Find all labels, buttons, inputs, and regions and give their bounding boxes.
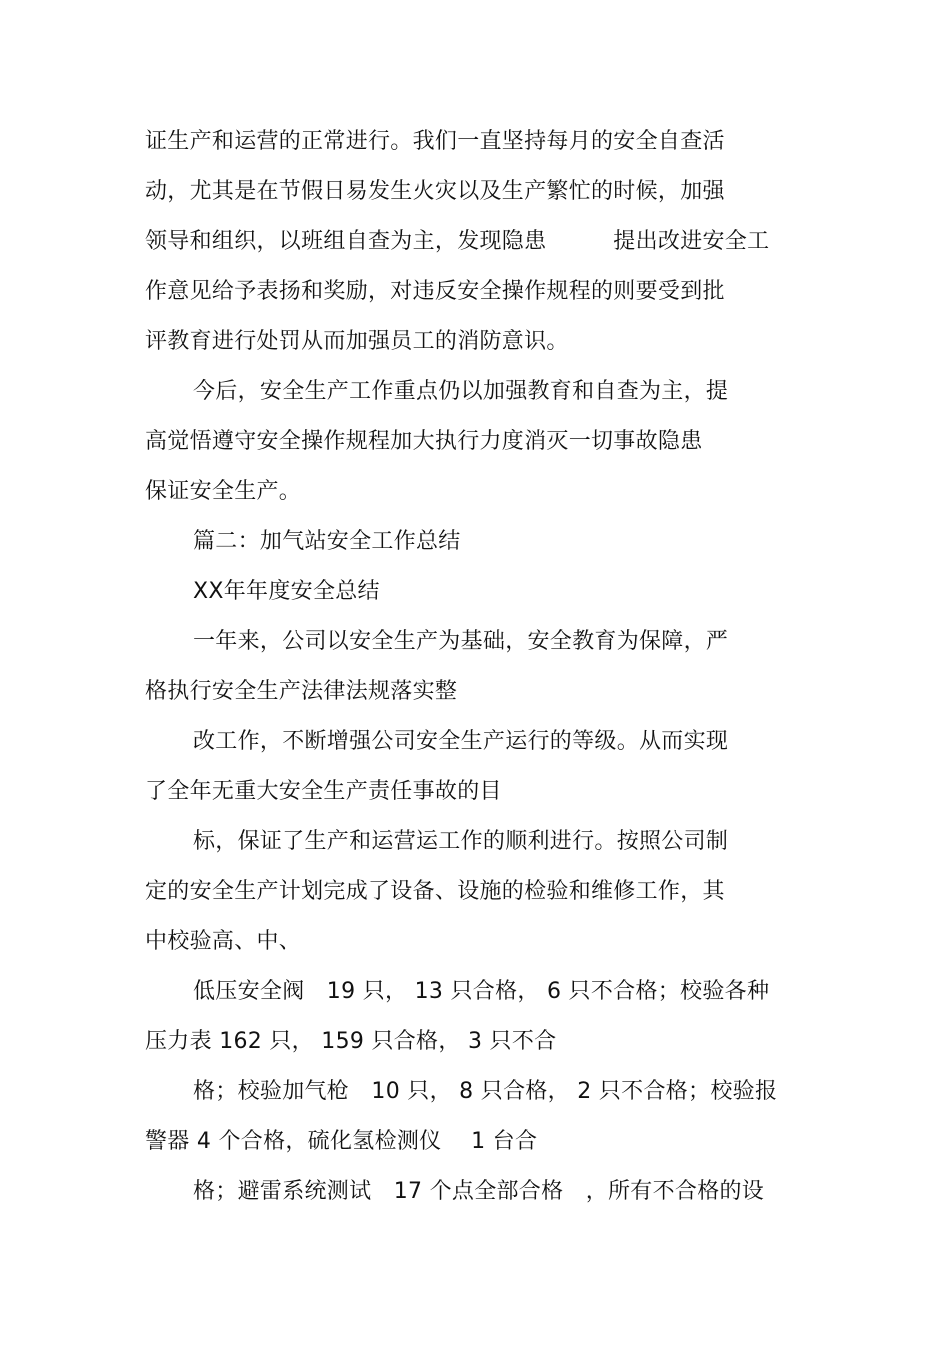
text-line-7: 高觉悟遵守安全操作规程加大执行力度消灭一切事故隐患 [145,429,703,454]
text-line-3: 领导和组织，以班组自查为主，发现隐患 提出改进安全工 [145,229,770,254]
text-line-4: 作意见给予表扬和奖励，对违反安全操作规程的则要受到批 [145,279,725,304]
text-line-14: 了全年无重大安全生产责任事故的目 [145,779,502,804]
text-line-2: 动，尤其是在节假日易发生火灾以及生产繁忙的时候，加强 [145,179,725,204]
text-line-1: 证生产和运营的正常进行。我们一直坚持每月的安全自查活 [145,129,725,154]
text-line-20: 格；校验加气枪 10 只， 8 只合格， 2 只不合格；校验报 [193,1079,778,1104]
text-line-13: 改工作，不断增强公司安全生产运行的等级。从而实现 [193,729,729,754]
text-line-17: 中校验高、中、 [145,929,302,954]
text-line-21: 警器 4 个合格，硫化氢检测仪 1 台合 [145,1129,538,1154]
text-line-16: 定的安全生产计划完成了设备、设施的检验和维修工作，其 [145,879,725,904]
text-line-15: 标，保证了生产和运营运工作的顺利进行。按照公司制 [193,829,729,854]
text-line-12: 格执行安全生产法律法规落实整 [145,679,458,704]
section-heading: 篇二：加气站安全工作总结 [193,529,461,554]
text-line-19: 压力表 162 只， 159 只合格， 3 只不合 [145,1029,557,1054]
text-line-22: 格；避雷系统测试 17 个点全部合格 ，所有不合格的设 [193,1179,765,1204]
subheading: XX年年度安全总结 [193,579,380,604]
text-line-18: 低压安全阀 19 只， 13 只合格， 6 只不合格；校验各种 [193,979,770,1004]
text-line-5: 评教育进行处罚从而加强员工的消防意识。 [145,329,569,354]
text-line-11: 一年来，公司以安全生产为基础，安全教育为保障，严 [193,629,729,654]
text-line-6: 今后，安全生产工作重点仍以加强教育和自查为主，提 [193,379,729,404]
text-line-8: 保证安全生产。 [145,479,302,504]
